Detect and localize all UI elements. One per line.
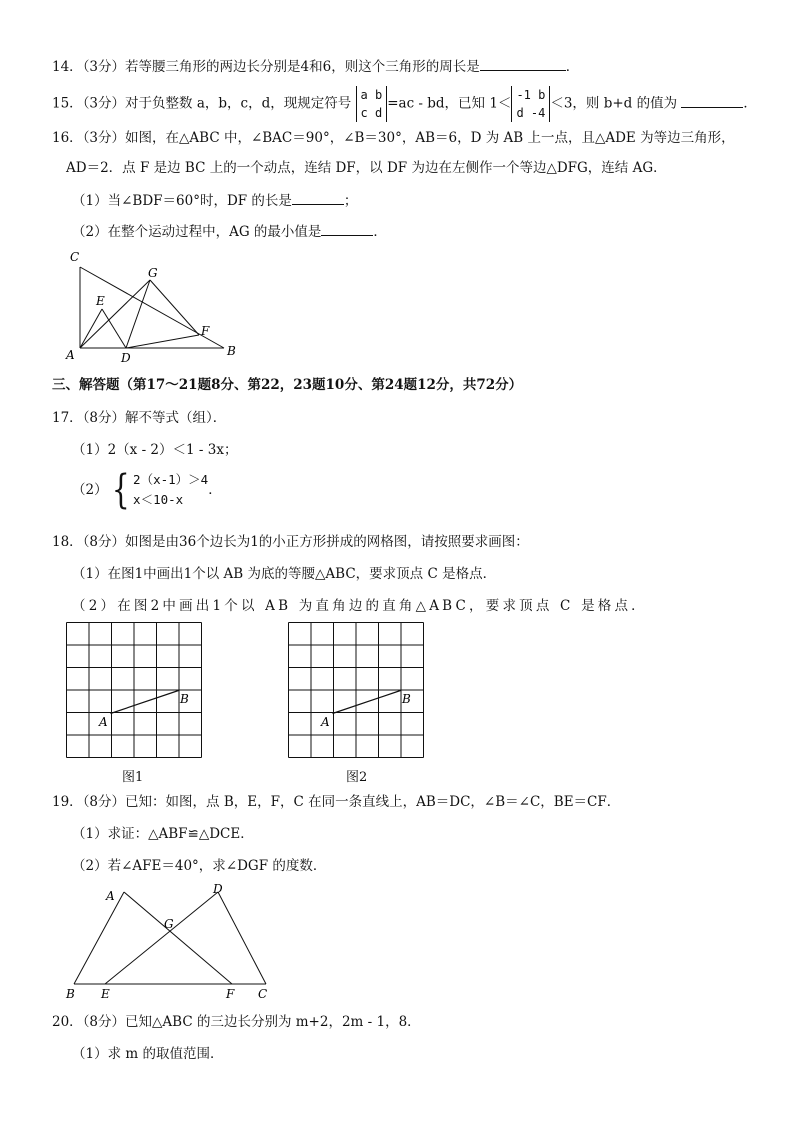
- question-19-sub2: [72, 856, 326, 876]
- q16-line1: 如图，在△ABC 中，∠BAC＝90°，∠B＝30°，AB＝6，D 为 AB 上一点，且△ADE 为等边三角形，: [125, 130, 735, 146]
- segment-AE: [80, 309, 102, 348]
- system-line1: 2（x-1）＞4: [133, 472, 209, 487]
- q17-sub1-text: （1）2（x - 2）＜1 - 3x；: [72, 442, 238, 458]
- label-A: A: [106, 889, 115, 903]
- q15-number: 15．: [52, 95, 83, 112]
- q16-number: 16．: [52, 130, 83, 146]
- segment-BA: [74, 892, 124, 984]
- question-15: [52, 86, 757, 122]
- label-A-fig2: A: [321, 715, 330, 729]
- q17-score: （8分）: [82, 410, 126, 426]
- q19-triangles-figure: [60, 880, 280, 1004]
- q20-score: （8分）: [82, 1014, 126, 1030]
- grid-figure-2: [288, 622, 428, 762]
- label-E: E: [101, 987, 110, 1001]
- q14-number: 14．: [52, 59, 83, 75]
- q15-determinant-symbol: [356, 86, 388, 122]
- grid-figure-1: [66, 622, 206, 762]
- question-18-sub2: [72, 596, 648, 616]
- q15-determinant-given: [511, 86, 550, 122]
- section-3-title: 三、解答题（第17～21题8分、第22，23题10分、第24题12分，共72分）: [52, 377, 523, 393]
- q19-score: （8分）: [82, 794, 126, 810]
- q19-sub2-text: （2）若∠AFE＝40°，求∠DGF 的度数．: [72, 858, 327, 874]
- q15-score: （3分）: [82, 95, 126, 112]
- label-D: D: [121, 351, 131, 364]
- question-19-sub1: [72, 824, 254, 844]
- q16-sub1-text: （1）当∠BDF＝60°时，DF 的长是: [72, 193, 292, 209]
- segment-DF: [126, 335, 199, 348]
- segment-AG: [80, 280, 150, 348]
- segment-AB-fig2: [333, 691, 401, 714]
- q18-text: 如图是由36个边长为1的小正方形拼成的网格图，请按照要求画图：: [125, 534, 529, 550]
- q14-end: ．: [565, 59, 580, 75]
- label-A: A: [66, 348, 75, 362]
- q14-answer-blank[interactable]: [480, 56, 566, 71]
- q20-number: 20．: [52, 1014, 83, 1030]
- q18-sub1-text: （1）在图1中画出1个以 AB 为底的等腰△ABC，要求顶点 C 是格点．: [72, 566, 497, 582]
- q16-sub2-text: （2）在整个运动过程中，AG 的最小值是: [72, 224, 322, 240]
- q15-end: ．: [743, 95, 757, 112]
- q20-sub1-text: （1）求 m 的取值范围．: [72, 1046, 224, 1062]
- q16-triangle-figure: [60, 248, 250, 364]
- label-C: C: [258, 987, 268, 1001]
- det2-row2: d -4: [516, 106, 546, 120]
- q15-text3: ＜3，则 b+d 的值为: [550, 95, 678, 112]
- segment-ED: [105, 892, 218, 984]
- q16-sub1-blank[interactable]: [292, 190, 344, 205]
- label-E: E: [96, 294, 105, 308]
- label-C: C: [70, 250, 80, 264]
- question-18: [52, 532, 529, 552]
- q19-text: 已知：如图，点 B，E，F，C 在同一条直线上，AB＝DC，∠B＝∠C，BE＝CF．: [125, 794, 621, 810]
- question-17-sub1: [72, 440, 237, 460]
- question-14: [52, 56, 579, 77]
- label-A-fig1: A: [99, 715, 108, 729]
- q15-text2: =ac - bd，已知 1＜: [387, 95, 512, 112]
- question-18-sub1: [72, 564, 496, 584]
- section-3-heading: [52, 375, 522, 395]
- q16-sub2-end: ．: [373, 224, 387, 240]
- q15-answer-blank[interactable]: [681, 93, 743, 108]
- q16-line2: AD＝2．点 F 是边 BC 上的一个动点，连结 DF，以 DF 为边在左侧作一个等边△DFG，连结 AG．: [66, 160, 667, 176]
- segment-DG: [126, 280, 150, 348]
- q19-sub1-text: （1）求证：△ABF≌△DCE．: [72, 826, 254, 842]
- q16-score: （3分）: [82, 130, 126, 146]
- question-19: [52, 792, 620, 812]
- label-B-fig1: B: [180, 692, 189, 706]
- segment-GF: [150, 280, 199, 335]
- figure-1-caption: 图1: [122, 770, 144, 785]
- question-20: [52, 1012, 421, 1032]
- question-16-line1: [52, 128, 735, 148]
- q17-number: 17．: [52, 410, 83, 426]
- question-17: [52, 408, 226, 428]
- det2-row1: -1 b: [516, 88, 546, 102]
- q19-number: 19．: [52, 794, 83, 810]
- q20-text: 已知△ABC 的三边长分别为 m+2，2m - 1，8．: [125, 1014, 421, 1030]
- inequality-system: [133, 470, 208, 510]
- question-20-sub1: [72, 1044, 223, 1064]
- label-G: G: [164, 917, 174, 931]
- segment-AF: [124, 892, 232, 984]
- q18-sub2-text: （2）在图2中画出1个以 AB 为直角边的直角△ABC，要求顶点 C 是格点．: [72, 598, 648, 614]
- q17-sub2-prefix: （2）: [72, 482, 108, 498]
- q16-sub2-blank[interactable]: [321, 221, 373, 236]
- system-line2: x＜10-x: [133, 492, 184, 507]
- label-G: G: [148, 266, 158, 280]
- label-B-fig2: B: [402, 692, 411, 706]
- question-16-sub1: [72, 190, 357, 211]
- label-B: B: [66, 987, 75, 1001]
- question-16-sub2: [72, 221, 387, 242]
- q16-sub1-end: ；: [343, 193, 358, 209]
- q15-text1: 对于负整数 a，b，c，d，现规定符号: [125, 95, 352, 112]
- segment-DC: [218, 892, 266, 984]
- det1-row1: a b: [360, 88, 383, 102]
- q18-number: 18．: [52, 534, 83, 550]
- det1-row2: c d: [360, 106, 383, 120]
- system-brace: {: [111, 467, 130, 513]
- q17-sub2-end: ．: [208, 482, 222, 498]
- figure-2-caption: 图2: [346, 770, 368, 785]
- label-F: F: [226, 987, 235, 1001]
- label-B: B: [227, 344, 236, 358]
- q14-score: （3分）: [82, 59, 126, 75]
- q18-score: （8分）: [82, 534, 126, 550]
- segment-AB-fig1: [111, 691, 179, 714]
- question-16-line2: [66, 158, 667, 178]
- q17-text: 解不等式（组）．: [125, 410, 227, 426]
- label-D: D: [213, 882, 223, 896]
- label-F: F: [201, 324, 210, 338]
- question-17-sub2: [72, 467, 222, 514]
- q14-text: 若等腰三角形的两边长分别是4和6，则这个三角形的周长是: [125, 59, 480, 75]
